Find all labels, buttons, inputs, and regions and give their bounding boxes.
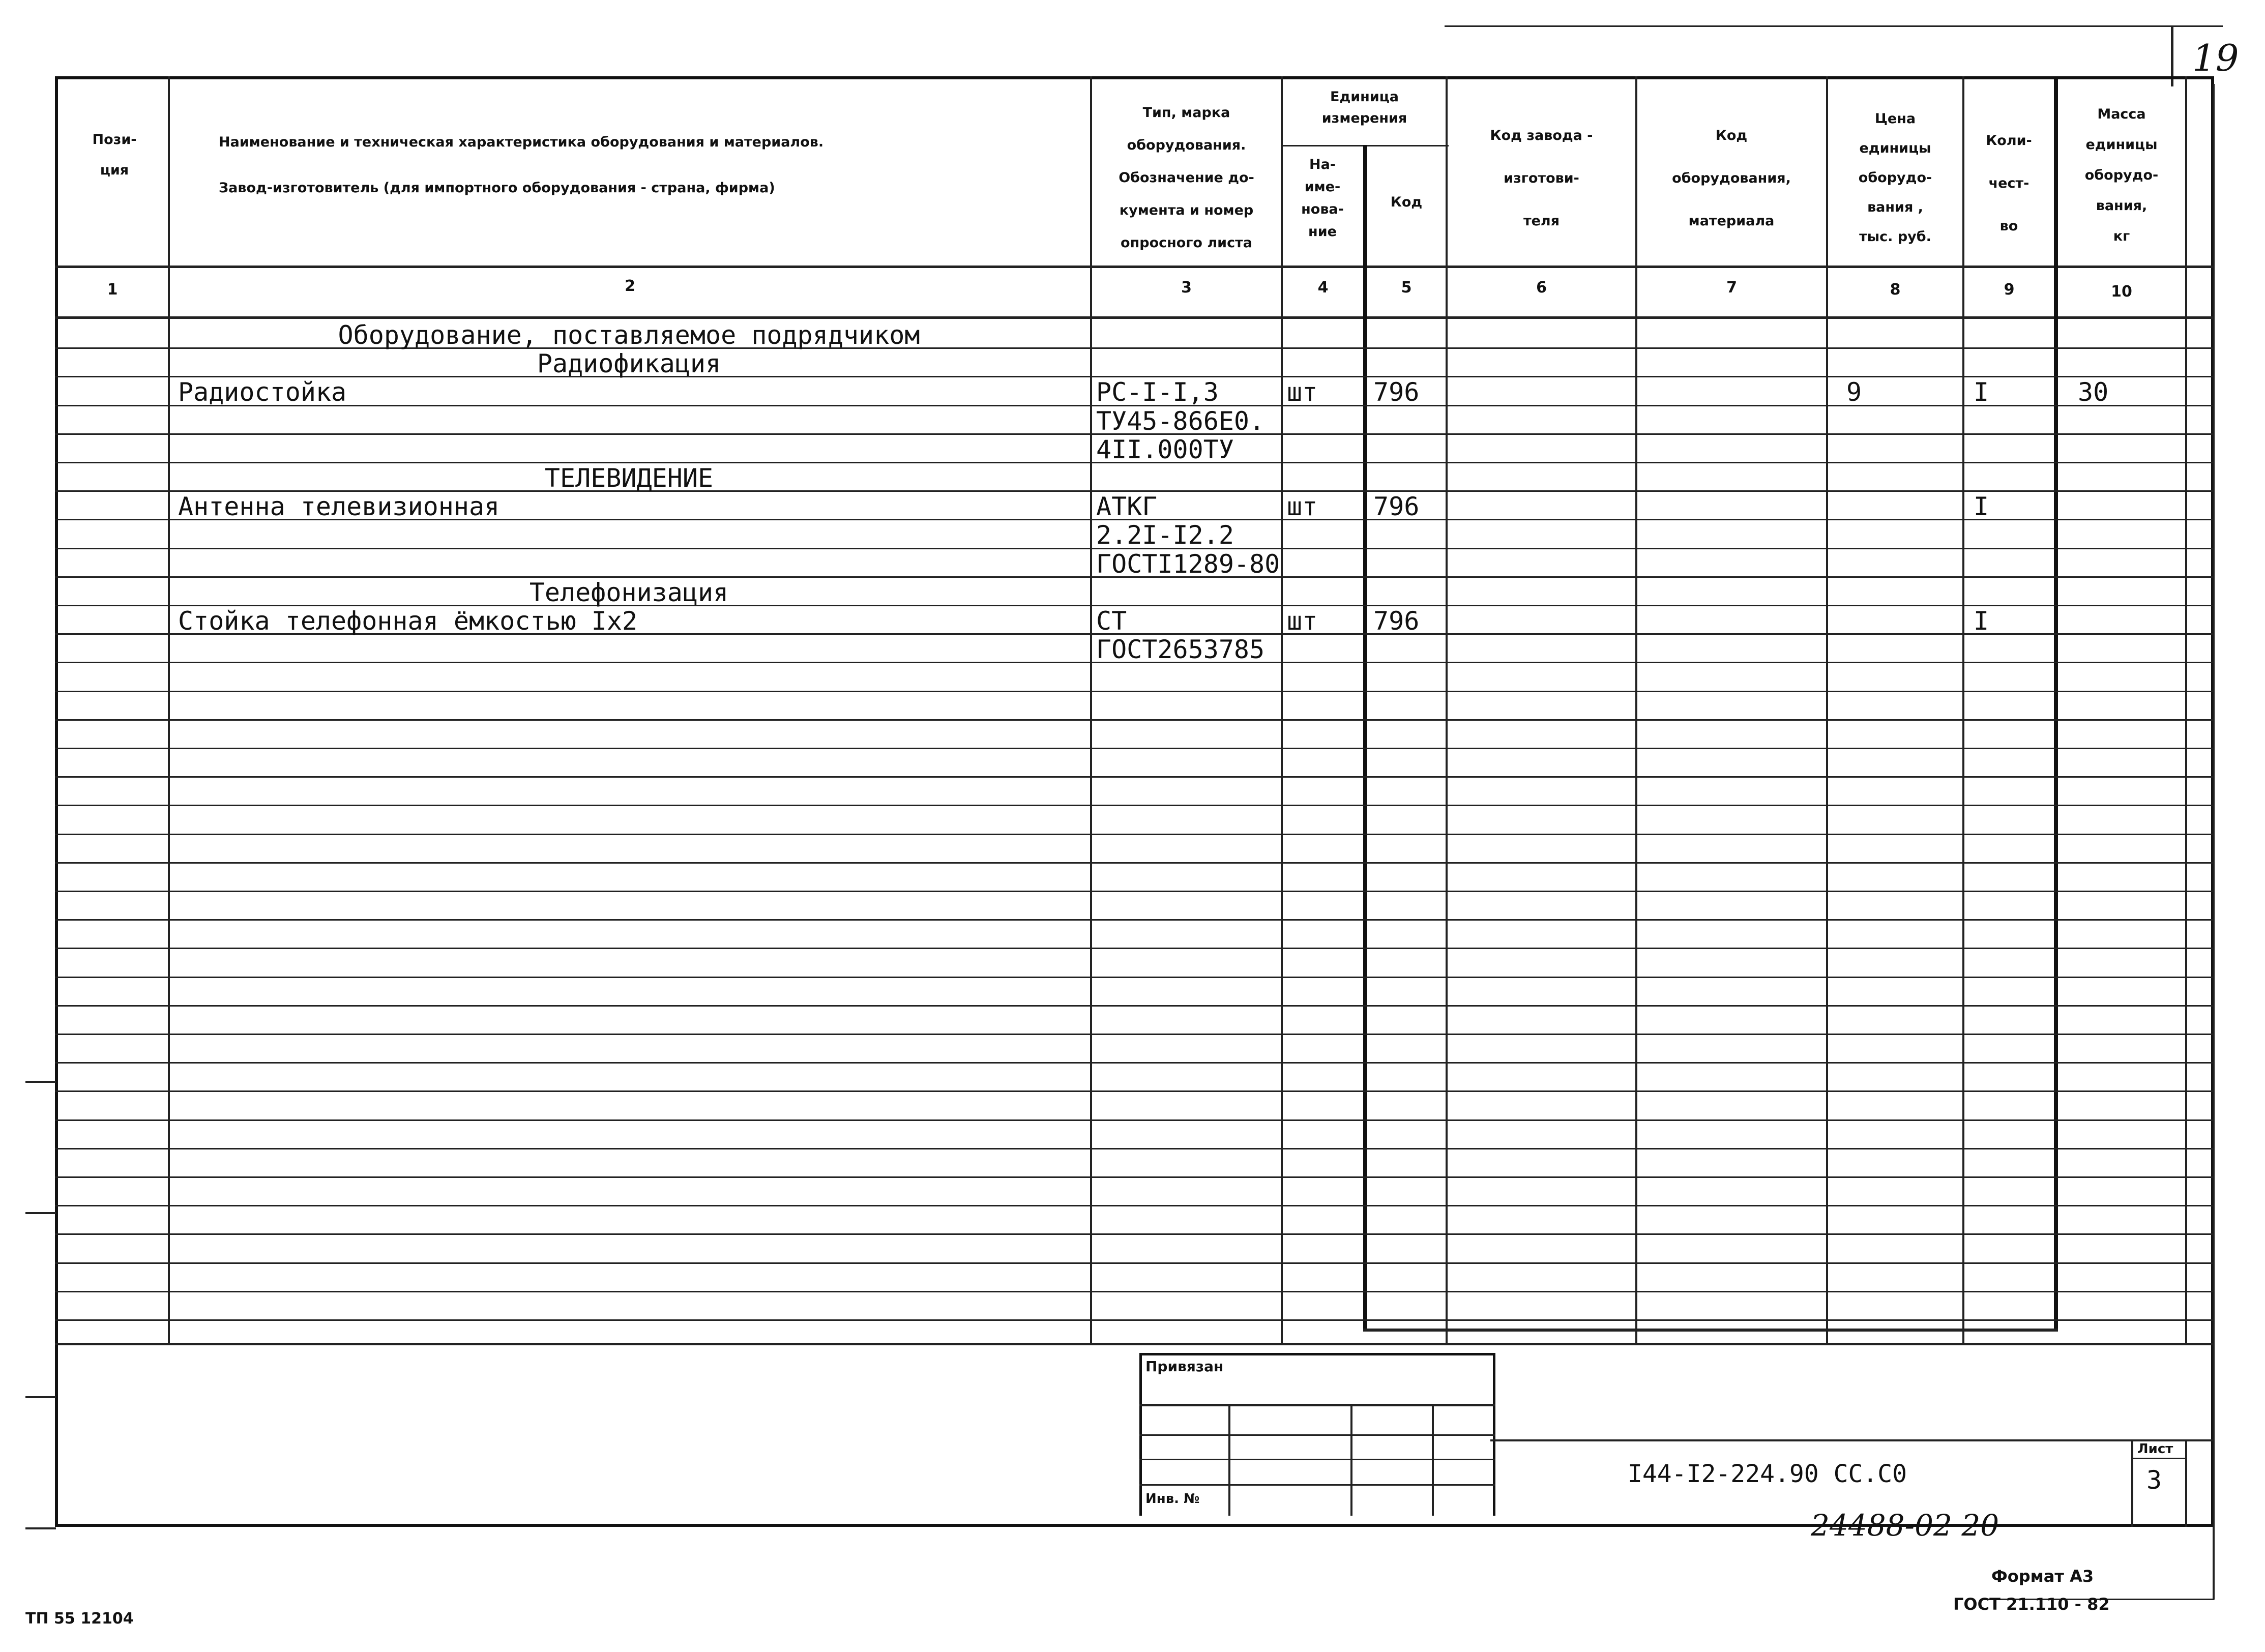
cell-c5: 796 [1373,606,1420,636]
col-number-2: 2 [625,277,635,295]
cell-c2: Радиостойка [178,377,347,407]
row-line [55,1090,2214,1092]
col-border-8 [1962,76,1964,1343]
cell-c3: СТ [1096,606,1127,636]
col-number-3: 3 [1181,279,1192,297]
cell-c3: ГОСТ2653785 [1096,635,1265,664]
col-border-7 [1826,76,1828,1343]
stamp-list-label: Лист [2137,1441,2173,1457]
row-line [55,1034,2214,1035]
cell-c5: 796 [1373,492,1420,521]
cell-c3: 4II.000ТУ [1096,435,1234,464]
row-line [55,1148,2214,1149]
stamp-line [1139,1459,1495,1460]
row-line [55,748,2214,749]
row-line [55,862,2214,864]
stamp-line [1139,1404,1495,1406]
stamp-vline [1432,1404,1434,1516]
right-outer-border [2213,84,2215,1600]
stamp-list-number: 3 [2146,1465,2162,1495]
cell-c9: I [1974,492,1989,521]
col-border-5 [1446,76,1448,1343]
stamp-list-divider [2131,1439,2133,1527]
row-line [55,719,2214,721]
table-bottom-line [55,1343,2214,1345]
row-line [55,776,2214,778]
row-line [55,1205,2214,1206]
header-price: Цена единицы оборудо- вания , тыс. руб. [1858,111,1932,245]
gost-label: ГОСТ 21.110 - 82 [1953,1595,2110,1614]
col-border-9 [2054,76,2058,1330]
header-unit: Единица измерения [1321,89,1407,126]
row-line [55,948,2214,949]
cell-c8: 9 [1846,377,1862,407]
cell-c2: Антенна телевизионная [178,492,500,521]
margin-tick [25,1396,56,1398]
row-line [55,1176,2214,1178]
col-border-6 [1635,76,1637,1343]
colnum-bottom-line [55,316,2214,319]
margin-tick [25,1527,56,1529]
row-line [55,977,2214,978]
cell-c9: I [1974,377,1989,407]
cell-c5: 796 [1373,377,1420,407]
cell-c3: 2.2I-I2.2 [1096,520,1234,550]
cell-c3: ТУ45-866Е0. [1096,406,1265,436]
col-number-4: 4 [1317,279,1329,297]
col-number-8: 8 [1890,281,1901,299]
cell-c4: шт [1287,377,1318,407]
stamp-line [1139,1484,1495,1486]
row-line [55,834,2214,835]
row-line [55,1291,2214,1292]
col-number-9: 9 [2004,281,2015,299]
header-mass: Масса единицы оборудо- вания, кг [2084,106,2159,244]
row-line [55,1119,2214,1121]
cell-c3: ГОСТI1289-80 [1096,549,1280,579]
cell-c4: шт [1287,492,1318,521]
header-equipment-code: Код оборудования, материала [1672,128,1791,229]
top-edge-line [1445,25,2223,27]
thick-box-bottom [1363,1329,2058,1332]
col-number-6: 6 [1536,279,1547,297]
col-number-7: 7 [1726,279,1737,297]
header-name: Наименование и техническая характеристика оборудования и материалов. Завод-изготовитель (для импортного оборудования - страна, фирма) [219,134,824,196]
col-number-1: 1 [107,281,118,299]
row-line [55,891,2214,892]
bottom-left-code: ТП 55 12104 [25,1610,134,1628]
stamp-line [1139,1434,1495,1436]
stamp-inv-no: Инв. № [1145,1491,1200,1507]
col-border-4 [1363,145,1367,1330]
stamp-block [1139,1353,1495,1516]
cell-c4: шт [1287,606,1318,636]
row-line [55,1062,2214,1064]
col-number-10: 10 [2111,283,2132,301]
header-position: Пози- ция [92,132,137,178]
stamp-vline [1228,1404,1230,1516]
col-border-3 [1281,76,1283,1343]
cell-c2: Оборудование, поставляемое подрядчиком [338,320,920,350]
header-unit-code: Код [1390,194,1423,210]
handwritten-number: 24488-02 20 [1811,1508,1999,1543]
margin-tick [25,1212,56,1214]
stamp-list-right [2185,1439,2187,1527]
margin-tick [25,1081,56,1083]
header-maker-code: Код завода - изготови- теля [1490,128,1593,229]
row-line [55,1262,2214,1264]
header-type: Тип, марка оборудования. Обозначение до- кумента и номер опросного листа [1119,105,1254,251]
row-line [55,691,2214,692]
row-line [55,1005,2214,1007]
row-line [55,1233,2214,1235]
cell-c2: Стойка телефонная ёмкостью Iх2 [178,606,638,636]
col-border-10 [2185,76,2187,1343]
stamp-doc-top-line [1490,1439,2214,1441]
stamp-vline [1350,1404,1352,1516]
format-label: Формат А3 [1991,1567,2094,1586]
col-border-1 [168,76,170,1343]
cell-c10: 30 [2078,377,2109,407]
row-line [55,805,2214,806]
sheet-mark: 19 [2192,37,2239,79]
cell-c2: Радиофикация [537,349,721,378]
header-quantity: Коли- чест- во [1986,133,2032,234]
stamp-privyazan: Привязан [1145,1358,1224,1375]
header-bottom-line [55,266,2214,268]
row-line [55,1319,2214,1321]
cell-c2: ТЕЛЕВИДЕНИЕ [544,463,714,493]
cell-c9: I [1974,606,1989,636]
cell-c3: PC-I-I,3 [1096,377,1219,407]
cell-c3: АТКГ [1096,492,1158,521]
row-line [55,919,2214,921]
col-border-2 [1090,76,1092,1343]
col-number-5: 5 [1401,279,1412,297]
cell-c2: Телефонизация [529,578,729,607]
stamp-list-line [2131,1458,2187,1459]
header-unit-name: На- име- нова- ние [1301,157,1344,240]
document-code: I44-I2-224.90 СС.С0 [1628,1460,1907,1488]
